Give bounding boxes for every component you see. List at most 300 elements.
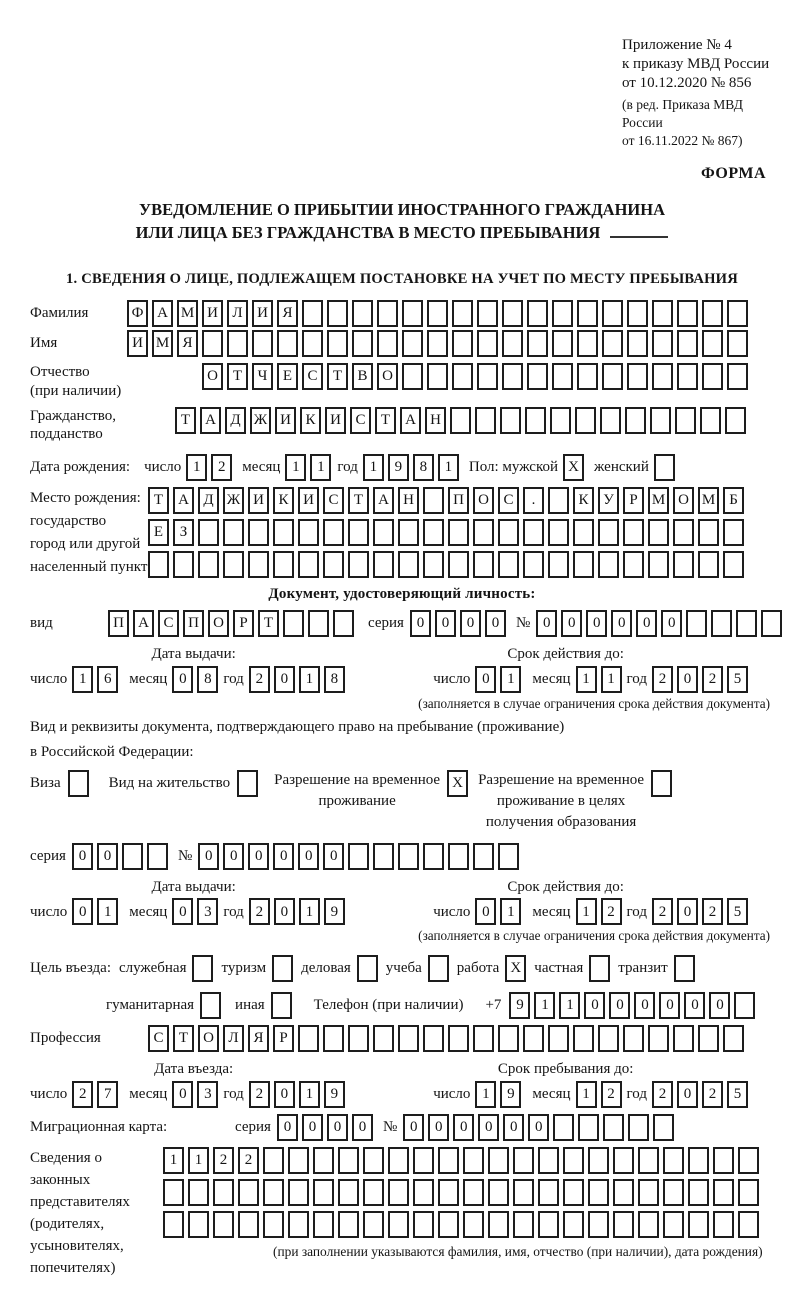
form-cell[interactable] [438,1179,459,1206]
form-cell[interactable] [402,300,423,327]
form-cell[interactable] [263,1179,284,1206]
form-cell[interactable]: 0 [611,610,632,637]
form-cell[interactable] [163,1179,184,1206]
form-cell[interactable] [288,1147,309,1174]
form-cell[interactable] [677,300,698,327]
form-cell[interactable] [452,300,473,327]
form-cell[interactable]: 0 [709,992,730,1019]
form-cell[interactable]: 2 [702,1081,723,1108]
form-cell[interactable] [654,454,675,481]
form-cell[interactable] [713,1179,734,1206]
form-cell[interactable] [552,300,573,327]
form-cell[interactable]: 2 [652,1081,673,1108]
form-cell[interactable] [623,519,644,546]
form-cell[interactable] [602,363,623,390]
form-cell[interactable] [652,300,673,327]
form-cell[interactable]: 0 [172,666,193,693]
form-cell[interactable]: 0 [274,1081,295,1108]
form-cell[interactable] [738,1179,759,1206]
form-cell[interactable] [373,1025,394,1052]
form-cell[interactable] [377,300,398,327]
form-cell[interactable]: И [127,330,148,357]
form-cell[interactable] [147,843,168,870]
form-cell[interactable]: 8 [197,666,218,693]
form-cell[interactable]: К [573,487,594,514]
form-cell[interactable]: 0 [528,1114,549,1141]
form-cell[interactable]: Т [327,363,348,390]
form-cell[interactable]: 1 [576,666,597,693]
form-cell[interactable] [651,770,672,797]
form-cell[interactable] [488,1147,509,1174]
form-cell[interactable] [723,519,744,546]
form-cell[interactable] [628,1114,649,1141]
form-cell[interactable]: П [448,487,469,514]
form-cell[interactable]: 0 [410,610,431,637]
form-cell[interactable]: 2 [702,666,723,693]
form-cell[interactable] [302,300,323,327]
form-cell[interactable]: 1 [576,1081,597,1108]
form-cell[interactable] [602,330,623,357]
form-cell[interactable]: 1 [186,454,207,481]
form-cell[interactable]: У [598,487,619,514]
form-cell[interactable] [263,1211,284,1238]
form-cell[interactable]: 1 [500,898,521,925]
form-cell[interactable]: О [473,487,494,514]
form-cell[interactable]: 6 [97,666,118,693]
form-cell[interactable]: Ж [250,407,271,434]
form-cell[interactable]: 1 [534,992,555,1019]
form-cell[interactable] [402,330,423,357]
form-cell[interactable] [548,519,569,546]
form-cell[interactable] [674,955,695,982]
form-cell[interactable] [448,519,469,546]
form-cell[interactable]: 9 [388,454,409,481]
form-cell[interactable] [452,363,473,390]
form-cell[interactable]: 1 [299,666,320,693]
form-cell[interactable] [573,551,594,578]
form-cell[interactable] [448,1025,469,1052]
form-cell[interactable]: Т [175,407,196,434]
form-cell[interactable] [663,1147,684,1174]
form-cell[interactable] [577,300,598,327]
form-cell[interactable]: В [352,363,373,390]
form-cell[interactable] [200,992,221,1019]
form-cell[interactable]: Р [623,487,644,514]
form-cell[interactable]: 2 [249,666,270,693]
form-cell[interactable]: Т [173,1025,194,1052]
form-cell[interactable] [388,1147,409,1174]
form-cell[interactable] [438,1147,459,1174]
form-cell[interactable] [527,300,548,327]
form-cell[interactable]: Н [425,407,446,434]
form-cell[interactable]: 2 [211,454,232,481]
form-cell[interactable] [473,1025,494,1052]
form-cell[interactable] [513,1211,534,1238]
form-cell[interactable]: 2 [601,1081,622,1108]
form-cell[interactable] [713,1147,734,1174]
form-cell[interactable]: А [133,610,154,637]
form-cell[interactable] [598,551,619,578]
form-cell[interactable] [563,1179,584,1206]
form-cell[interactable]: 0 [172,1081,193,1108]
form-cell[interactable]: 9 [500,1081,521,1108]
form-cell[interactable] [727,300,748,327]
form-cell[interactable]: А [200,407,221,434]
form-cell[interactable]: 0 [460,610,481,637]
form-cell[interactable] [333,610,354,637]
form-cell[interactable] [198,519,219,546]
form-cell[interactable] [298,1025,319,1052]
form-cell[interactable]: 5 [727,666,748,693]
form-cell[interactable] [723,1025,744,1052]
form-cell[interactable]: 0 [475,666,496,693]
form-cell[interactable] [352,300,373,327]
form-cell[interactable] [477,330,498,357]
form-cell[interactable]: 1 [500,666,521,693]
form-cell[interactable]: 2 [213,1147,234,1174]
form-cell[interactable]: X [505,955,526,982]
form-cell[interactable]: Д [225,407,246,434]
form-cell[interactable]: 0 [677,898,698,925]
form-cell[interactable]: 0 [72,898,93,925]
form-cell[interactable] [313,1211,334,1238]
form-cell[interactable]: 0 [677,1081,698,1108]
form-cell[interactable] [427,330,448,357]
form-cell[interactable] [761,610,782,637]
form-cell[interactable]: 8 [413,454,434,481]
form-cell[interactable] [273,551,294,578]
form-cell[interactable] [498,843,519,870]
form-cell[interactable] [475,407,496,434]
form-cell[interactable] [202,330,223,357]
form-cell[interactable] [613,1179,634,1206]
form-cell[interactable] [427,300,448,327]
form-cell[interactable] [702,330,723,357]
form-cell[interactable]: А [400,407,421,434]
form-cell[interactable] [548,1025,569,1052]
form-cell[interactable] [677,330,698,357]
form-cell[interactable] [348,519,369,546]
form-cell[interactable] [338,1211,359,1238]
form-cell[interactable] [148,551,169,578]
form-cell[interactable] [473,519,494,546]
form-cell[interactable] [627,300,648,327]
form-cell[interactable] [589,955,610,982]
form-cell[interactable]: Т [148,487,169,514]
form-cell[interactable] [523,551,544,578]
form-cell[interactable] [677,363,698,390]
form-cell[interactable]: С [158,610,179,637]
form-cell[interactable]: 0 [277,1114,298,1141]
form-cell[interactable] [711,610,732,637]
form-cell[interactable]: 0 [302,1114,323,1141]
form-cell[interactable] [223,519,244,546]
form-cell[interactable]: 2 [702,898,723,925]
form-cell[interactable]: О [198,1025,219,1052]
form-cell[interactable] [352,330,373,357]
form-cell[interactable]: 1 [310,454,331,481]
form-cell[interactable]: X [563,454,584,481]
form-cell[interactable]: Е [148,519,169,546]
form-cell[interactable] [238,1211,259,1238]
form-cell[interactable] [273,519,294,546]
form-cell[interactable] [473,551,494,578]
form-cell[interactable]: Ф [127,300,148,327]
form-cell[interactable] [272,955,293,982]
form-cell[interactable]: 2 [238,1147,259,1174]
form-cell[interactable] [373,551,394,578]
form-cell[interactable]: П [183,610,204,637]
form-cell[interactable] [373,843,394,870]
form-cell[interactable]: Б [723,487,744,514]
form-cell[interactable]: 0 [561,610,582,637]
form-cell[interactable]: 1 [363,454,384,481]
form-cell[interactable]: 8 [324,666,345,693]
form-cell[interactable] [450,407,471,434]
form-cell[interactable]: 0 [453,1114,474,1141]
form-cell[interactable] [738,1147,759,1174]
form-cell[interactable] [463,1211,484,1238]
form-cell[interactable]: 0 [475,898,496,925]
form-cell[interactable]: 0 [478,1114,499,1141]
form-cell[interactable] [283,610,304,637]
form-cell[interactable] [357,955,378,982]
form-cell[interactable] [423,843,444,870]
form-cell[interactable] [302,330,323,357]
form-cell[interactable] [327,300,348,327]
form-cell[interactable]: 0 [352,1114,373,1141]
form-cell[interactable] [398,843,419,870]
form-cell[interactable] [663,1211,684,1238]
form-cell[interactable] [402,363,423,390]
form-cell[interactable] [288,1211,309,1238]
form-cell[interactable]: 1 [299,898,320,925]
form-cell[interactable]: И [325,407,346,434]
form-cell[interactable] [173,551,194,578]
form-cell[interactable] [308,610,329,637]
form-cell[interactable] [725,407,746,434]
form-cell[interactable]: О [202,363,223,390]
form-cell[interactable] [502,363,523,390]
form-cell[interactable] [452,330,473,357]
form-cell[interactable]: 0 [97,843,118,870]
form-cell[interactable] [653,1114,674,1141]
form-cell[interactable]: 1 [285,454,306,481]
form-cell[interactable]: 2 [652,898,673,925]
form-cell[interactable]: Л [227,300,248,327]
form-cell[interactable]: И [202,300,223,327]
form-cell[interactable]: Р [233,610,254,637]
form-cell[interactable]: X [447,770,468,797]
form-cell[interactable]: И [248,487,269,514]
form-cell[interactable] [473,843,494,870]
form-cell[interactable] [598,1025,619,1052]
form-cell[interactable] [277,330,298,357]
form-cell[interactable]: 2 [601,898,622,925]
form-cell[interactable]: 9 [509,992,530,1019]
form-cell[interactable]: 0 [403,1114,424,1141]
form-cell[interactable] [323,1025,344,1052]
form-cell[interactable]: 0 [248,843,269,870]
form-cell[interactable] [675,407,696,434]
form-cell[interactable] [713,1211,734,1238]
form-cell[interactable] [648,551,669,578]
form-cell[interactable] [723,551,744,578]
form-cell[interactable] [413,1147,434,1174]
form-cell[interactable] [413,1179,434,1206]
form-cell[interactable]: З [173,519,194,546]
form-cell[interactable]: 7 [97,1081,118,1108]
form-cell[interactable]: 0 [634,992,655,1019]
form-cell[interactable] [673,551,694,578]
form-cell[interactable] [298,551,319,578]
form-cell[interactable] [578,1114,599,1141]
form-cell[interactable] [648,519,669,546]
form-cell[interactable] [513,1147,534,1174]
form-cell[interactable]: Т [258,610,279,637]
form-cell[interactable] [188,1211,209,1238]
form-cell[interactable] [498,519,519,546]
form-cell[interactable] [313,1147,334,1174]
form-cell[interactable] [577,330,598,357]
form-cell[interactable]: 2 [652,666,673,693]
form-cell[interactable] [413,1211,434,1238]
form-cell[interactable]: С [302,363,323,390]
form-cell[interactable] [588,1147,609,1174]
form-cell[interactable]: Я [277,300,298,327]
form-cell[interactable]: 1 [163,1147,184,1174]
form-cell[interactable] [388,1211,409,1238]
form-cell[interactable] [122,843,143,870]
form-cell[interactable] [652,363,673,390]
form-cell[interactable] [600,407,621,434]
form-cell[interactable]: Я [248,1025,269,1052]
form-cell[interactable] [398,519,419,546]
form-cell[interactable] [463,1179,484,1206]
form-cell[interactable] [248,519,269,546]
form-cell[interactable]: Я [177,330,198,357]
form-cell[interactable]: А [173,487,194,514]
form-cell[interactable] [688,1211,709,1238]
form-cell[interactable] [575,407,596,434]
form-cell[interactable] [423,551,444,578]
form-cell[interactable] [213,1211,234,1238]
form-cell[interactable]: 1 [576,898,597,925]
form-cell[interactable] [248,551,269,578]
form-cell[interactable] [488,1179,509,1206]
form-cell[interactable] [263,1147,284,1174]
form-cell[interactable]: 0 [327,1114,348,1141]
form-cell[interactable]: 1 [559,992,580,1019]
form-cell[interactable] [552,363,573,390]
form-cell[interactable] [448,551,469,578]
form-cell[interactable] [192,955,213,982]
form-cell[interactable] [563,1211,584,1238]
form-cell[interactable] [438,1211,459,1238]
form-cell[interactable]: С [148,1025,169,1052]
form-cell[interactable]: 0 [298,843,319,870]
form-cell[interactable]: 2 [72,1081,93,1108]
form-cell[interactable] [702,363,723,390]
form-cell[interactable] [498,1025,519,1052]
form-cell[interactable]: 0 [198,843,219,870]
form-cell[interactable] [652,330,673,357]
form-cell[interactable] [688,1179,709,1206]
form-cell[interactable]: 0 [223,843,244,870]
form-cell[interactable]: Л [223,1025,244,1052]
form-cell[interactable] [213,1179,234,1206]
form-cell[interactable]: И [275,407,296,434]
form-cell[interactable] [238,1179,259,1206]
form-cell[interactable]: 0 [274,666,295,693]
form-cell[interactable] [613,1211,634,1238]
form-cell[interactable] [588,1211,609,1238]
form-cell[interactable] [702,300,723,327]
form-cell[interactable]: 0 [274,898,295,925]
form-cell[interactable] [527,363,548,390]
form-cell[interactable]: О [673,487,694,514]
form-cell[interactable] [348,843,369,870]
form-cell[interactable] [298,519,319,546]
form-cell[interactable]: 1 [438,454,459,481]
form-cell[interactable] [553,1114,574,1141]
form-cell[interactable]: 0 [536,610,557,637]
form-cell[interactable]: Д [198,487,219,514]
form-cell[interactable] [327,330,348,357]
form-cell[interactable] [627,330,648,357]
form-cell[interactable] [423,487,444,514]
form-cell[interactable] [398,551,419,578]
form-cell[interactable] [477,363,498,390]
form-cell[interactable] [198,551,219,578]
form-cell[interactable] [663,1179,684,1206]
form-cell[interactable] [727,330,748,357]
form-cell[interactable] [363,1147,384,1174]
form-cell[interactable] [488,1211,509,1238]
form-cell[interactable]: А [373,487,394,514]
form-cell[interactable] [271,992,292,1019]
form-cell[interactable]: Т [227,363,248,390]
form-cell[interactable] [673,519,694,546]
form-cell[interactable]: 2 [249,1081,270,1108]
form-cell[interactable] [727,363,748,390]
form-cell[interactable] [538,1147,559,1174]
form-cell[interactable]: 0 [273,843,294,870]
form-cell[interactable] [603,1114,624,1141]
form-cell[interactable] [734,992,755,1019]
form-cell[interactable] [538,1179,559,1206]
form-cell[interactable] [698,551,719,578]
form-cell[interactable]: 0 [584,992,605,1019]
form-cell[interactable]: 9 [324,898,345,925]
form-cell[interactable]: 5 [727,898,748,925]
form-cell[interactable]: 0 [72,843,93,870]
form-cell[interactable]: 0 [586,610,607,637]
form-cell[interactable]: 1 [475,1081,496,1108]
form-cell[interactable]: 0 [659,992,680,1019]
form-cell[interactable] [523,1025,544,1052]
form-cell[interactable]: П [108,610,129,637]
form-cell[interactable]: 0 [172,898,193,925]
form-cell[interactable]: Ж [223,487,244,514]
form-cell[interactable]: С [350,407,371,434]
form-cell[interactable]: 0 [435,610,456,637]
form-cell[interactable] [323,519,344,546]
form-cell[interactable]: . [523,487,544,514]
form-cell[interactable] [388,1179,409,1206]
form-cell[interactable] [625,407,646,434]
form-cell[interactable] [348,1025,369,1052]
